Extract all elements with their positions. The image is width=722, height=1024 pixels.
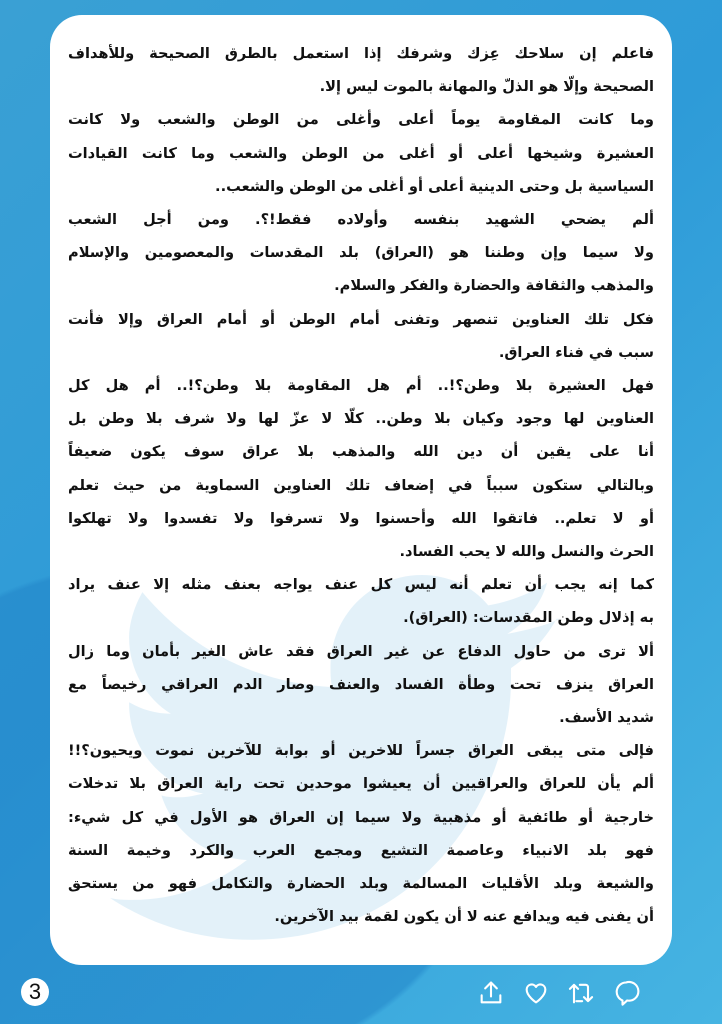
text-line: السياسية بل وحتى الدينية أعلى أو أغلى من الوطن والشعب.. xyxy=(215,177,654,195)
page-number: 3 xyxy=(21,978,49,1006)
retweet-icon xyxy=(567,979,595,1007)
paragraph xyxy=(68,568,654,634)
text-line: العشيرة وشيخها أعلى أو أغلى من الوطن والشعب وما كانت القيادات xyxy=(68,144,654,162)
post-actions xyxy=(477,979,640,1007)
text-line: فهل العشيرة بلا وطن؟!.. أم هل المقاومة بلا وطن؟!.. أم هل كل xyxy=(68,377,654,395)
text-line: ألم يضحي الشهيد بنفسه وأولاده فقط!؟. ومن أجل الشعب xyxy=(68,211,654,229)
paragraph xyxy=(68,734,654,767)
text-line: خارجية أو طائفية أو مذهبية ولا سيما إن العراق هو الأول في كل شيء: xyxy=(68,808,654,826)
retweet-button[interactable] xyxy=(567,979,595,1007)
text-line: كما إنه يجب أن تعلم أنه ليس كل عنف يواجه بعنف مثله إلا عنف يراد xyxy=(68,576,654,594)
text-line: أنا على يقين أن دين الله والمذهب بلا عراق سوف يكون ضعيفاً xyxy=(68,443,654,461)
text-line: الصحيحة وإلّا هو الذلّ والمهانة بالموت ليس إلا. xyxy=(319,78,654,96)
article-body xyxy=(68,37,654,933)
paragraph xyxy=(68,103,654,203)
paragraph xyxy=(68,37,654,103)
text-line: فهو بلد الانبياء وعاصمة التشيع ومجمع العرب والكرد وخيمة السنة xyxy=(68,841,654,859)
text-line: العناوين لها وجود وكيان بلا وطن.. كلّا لا عزّ لها ولا شرف بلا وطن بل xyxy=(68,410,654,428)
text-line: والشيعة وبلد الأقليات المسالمة وبلد الحضارة والتكامل فهو من يستحق xyxy=(68,875,654,893)
text-line: أن يفنى فيه ويدافع عنه لا أن يكون لقمة بيد الآخرين. xyxy=(274,908,654,926)
reply-button[interactable] xyxy=(612,979,640,1007)
heart-icon xyxy=(522,979,550,1007)
text-line: شديد الأسف. xyxy=(559,709,654,727)
text-line: ولا سيما وإن وطننا هو (العراق) بلد المقدسات والمعصومين والإسلام xyxy=(68,244,654,262)
share-button[interactable] xyxy=(477,979,505,1007)
text-line: فاعلم إن سلاحك عِزك وشرفك إذا استعمل بالطرق الصحيحة وللأهداف xyxy=(68,45,654,62)
paragraph xyxy=(68,303,654,369)
text-line: ألا ترى من حاول الدفاع عن غير العراق فقد عاش الغير بأمان وما زال xyxy=(68,642,654,660)
text-line: العراق ينزف تحت وطأة الفساد والعنف وصار الدم العراقي رخيصاً مع xyxy=(68,675,654,693)
text-line: وبالتالي ستكون سبباً في إضعاف تلك العناوين السماوية من حيث تعلم xyxy=(68,476,654,494)
text-line: أو لا تعلم.. فاتقوا الله وأحسنوا ولا تسرفوا ولا تفسدوا ولا تهلكوا xyxy=(68,509,654,527)
paragraph xyxy=(68,203,654,303)
text-line: فإلى متى يبقى العراق جسراً للاخرين أو بوابة للآخرين نموت ويحيون؟!! xyxy=(68,742,654,760)
comment-icon xyxy=(612,979,640,1007)
paragraph xyxy=(68,635,654,735)
text-line: والمذهب والثقافة والحضارة والفكر والسلام. xyxy=(334,277,654,295)
text-line: سبب في فناء العراق. xyxy=(498,343,654,361)
text-line: ألم يأن للعراق والعراقيين أن يعيشوا موحدين تحت راية العراق بلا تدخلات xyxy=(68,775,654,793)
document-card xyxy=(50,15,672,965)
paragraph xyxy=(68,369,654,568)
text-line: فكل تلك العناوين تنصهر وتفنى أمام الوطن أو أمام العراق وإلا فأنت xyxy=(68,310,654,328)
share-icon xyxy=(477,979,505,1007)
text-line: الحرث والنسل والله لا يحب الفساد. xyxy=(399,543,654,561)
text-line: به إذلال وطن المقدسات: (العراق). xyxy=(403,609,654,627)
paragraph xyxy=(68,767,654,933)
text-line: وما كانت المقاومة يوماً أعلى وأغلى من الوطن والشعب ولا كانت xyxy=(68,111,654,129)
like-button[interactable] xyxy=(522,979,550,1007)
